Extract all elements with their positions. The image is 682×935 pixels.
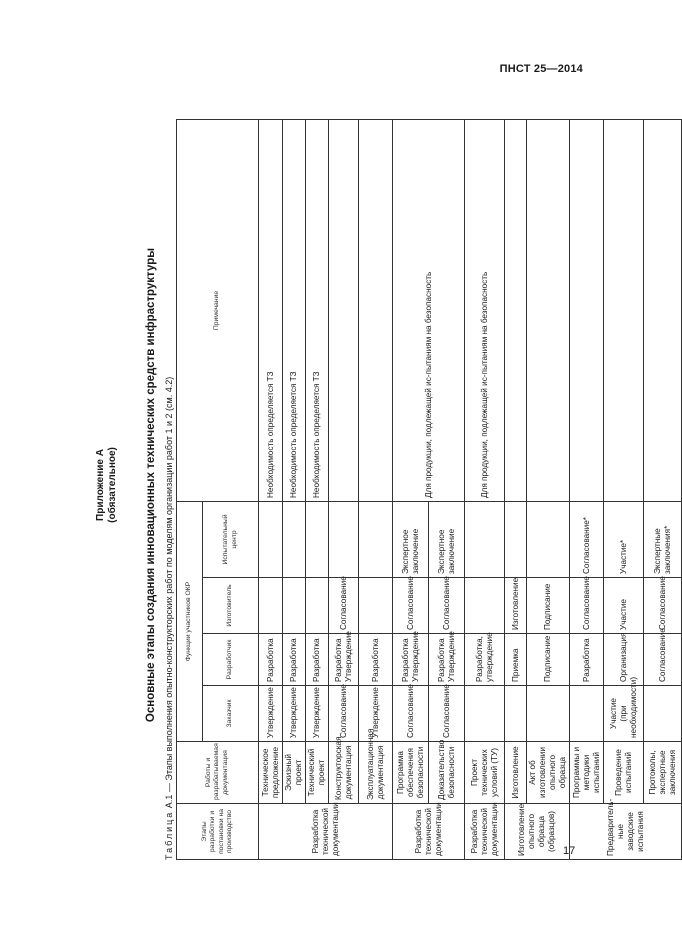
test-center-cell <box>527 502 570 578</box>
col-test-center-header: Испытательный центр <box>203 502 259 578</box>
test-center-cell <box>329 502 359 578</box>
note-cell <box>570 120 604 502</box>
manufacturer-cell: Подписание <box>527 578 570 634</box>
docs-cell: Программы и методики испытаний <box>570 742 604 804</box>
developer-cell: Разработка <box>570 634 604 686</box>
stages-table <box>176 119 682 860</box>
manufacturer-cell <box>306 578 329 634</box>
test-center-cell <box>259 502 283 578</box>
stage-cell: Предваритель-ные заводские испытания <box>570 804 682 860</box>
developer-cell: Разработка Утверждение <box>329 634 359 686</box>
developer-cell: Разработка <box>283 634 306 686</box>
appendix-label: Приложение А <box>95 449 106 521</box>
table-row <box>465 120 505 860</box>
test-center-cell: Экспертное заключение <box>393 502 429 578</box>
manufacturer-cell <box>283 578 306 634</box>
note-cell <box>359 120 393 502</box>
test-center-cell: Экспертное заключение <box>429 502 465 578</box>
developer-cell: Разработка <box>259 634 283 686</box>
customer-cell: Утверждение <box>359 686 393 742</box>
customer-cell: Утверждение <box>306 686 329 742</box>
table-row <box>393 120 429 860</box>
col-developer-header: Разработчик <box>203 634 259 686</box>
table-row <box>329 120 359 860</box>
docs-cell: Протоколы, экспертные заключения <box>644 742 682 804</box>
developer-cell: Разработка Утверждение <box>429 634 465 686</box>
note-cell: Необходимость определяется ТЗ <box>283 120 306 502</box>
table-row <box>505 120 527 860</box>
table-row <box>604 120 644 860</box>
table-row <box>570 120 604 860</box>
docs-cell: Техническое предложение <box>259 742 283 804</box>
table-caption <box>164 377 174 860</box>
manufacturer-cell: Согласование <box>644 578 682 634</box>
table-row <box>259 120 283 860</box>
stage-cell: Изготовление опытного образца (образцов) <box>505 804 570 860</box>
table-row <box>283 120 306 860</box>
col-stage-header: Этапы разработки и постановки на производство <box>177 804 259 860</box>
col-note-header: Примечание <box>177 120 259 502</box>
docs-cell: Программа обеспечения безопасности <box>393 742 429 804</box>
note-cell <box>604 120 644 502</box>
manufacturer-cell: Согласование <box>429 578 465 634</box>
col-functions-header: Функции участников ОКР <box>177 502 203 742</box>
note-cell: Необходимость определяется ТЗ <box>306 120 329 502</box>
customer-cell <box>527 686 570 742</box>
customer-cell <box>505 686 527 742</box>
caption-number: А.1 <box>164 794 174 809</box>
manufacturer-cell <box>465 578 505 634</box>
manufacturer-cell: Участие <box>604 578 644 634</box>
note-cell: Для продукции, подлежащей ис-пытаниям на безопасность <box>393 120 465 502</box>
developer-cell: Разработка Утверждение <box>393 634 429 686</box>
docs-cell: Доказательство безопасности <box>429 742 465 804</box>
table-row <box>527 120 570 860</box>
customer-cell <box>644 686 682 742</box>
docs-cell: Изготовление <box>505 742 527 804</box>
test-center-cell <box>465 502 505 578</box>
developer-cell: Подписание <box>527 634 570 686</box>
stage-cell: Разработка технической документации <box>393 804 465 860</box>
table-row <box>644 120 682 860</box>
test-center-cell <box>306 502 329 578</box>
test-center-cell: Экспертные заключения* <box>644 502 682 578</box>
test-center-cell <box>505 502 527 578</box>
document-code: ПНСТ 25—2014 <box>499 63 583 75</box>
developer-cell: Разработка <box>359 634 393 686</box>
docs-cell: Технический проект <box>306 742 329 804</box>
developer-cell: Разработка <box>306 634 329 686</box>
customer-cell: Утверждение <box>283 686 306 742</box>
note-cell <box>644 120 682 502</box>
customer-cell: Участие (при необходимости) <box>604 686 644 742</box>
developer-cell: Разработка, утверждение <box>465 634 505 686</box>
manufacturer-cell: Согласование <box>570 578 604 634</box>
manufacturer-cell: Изготовление <box>505 578 527 634</box>
table-row <box>306 120 329 860</box>
caption-prefix: Таблица <box>164 810 174 860</box>
test-center-cell <box>359 502 393 578</box>
customer-cell <box>465 686 505 742</box>
docs-cell: Эксплуатационная документация <box>359 742 393 804</box>
manufacturer-cell <box>259 578 283 634</box>
customer-cell: Согласование <box>429 686 465 742</box>
note-cell: Для продукции, подлежащей ис-пытаниям на безопасность <box>465 120 505 502</box>
docs-cell: Эскизный проект <box>283 742 306 804</box>
table-row <box>359 120 393 860</box>
developer-cell: Приемка <box>505 634 527 686</box>
appendix-status: (обязательное) <box>107 447 118 523</box>
note-cell <box>505 120 527 502</box>
col-manufacturer-header: Изготовитель <box>203 578 259 634</box>
section-title: Основные этапы создания инновационных технических средств инфраструктуры <box>145 247 157 723</box>
manufacturer-cell <box>359 578 393 634</box>
test-center-cell <box>283 502 306 578</box>
page-number: 17 <box>563 845 576 857</box>
docs-cell: Акт об изготовлении опытного образца <box>527 742 570 804</box>
manufacturer-cell: Согласование <box>329 578 359 634</box>
customer-cell: Согласование <box>329 686 359 742</box>
stage-cell: Разработка технической документации <box>465 804 505 860</box>
col-customer-header: Заказчик <box>203 686 259 742</box>
developer-cell: Согласование <box>644 634 682 686</box>
customer-cell: Утверждение <box>259 686 283 742</box>
test-center-cell: Согласование* <box>570 502 604 578</box>
developer-cell: Организация <box>604 634 644 686</box>
customer-cell: Согласование <box>393 686 429 742</box>
stage-cell: Разработка технической документации <box>259 804 393 860</box>
note-cell <box>329 120 359 502</box>
manufacturer-cell: Согласование <box>393 578 429 634</box>
note-cell <box>527 120 570 502</box>
customer-cell <box>570 686 604 742</box>
col-docs-header: Работы и разрабатываемая документация <box>177 742 259 804</box>
test-center-cell: Участие* <box>604 502 644 578</box>
note-cell: Необходимость определяется ТЗ <box>259 120 283 502</box>
docs-cell: Проведение испытаний <box>604 742 644 804</box>
docs-cell: Конструкторская документация <box>329 742 359 804</box>
caption-text: — Этапы выполнения опытно-конструкторских работ по моделям организации работ 1 и 2 (см. 4.2) <box>164 376 174 793</box>
docs-cell: Проект технических условий (ТУ) <box>465 742 505 804</box>
